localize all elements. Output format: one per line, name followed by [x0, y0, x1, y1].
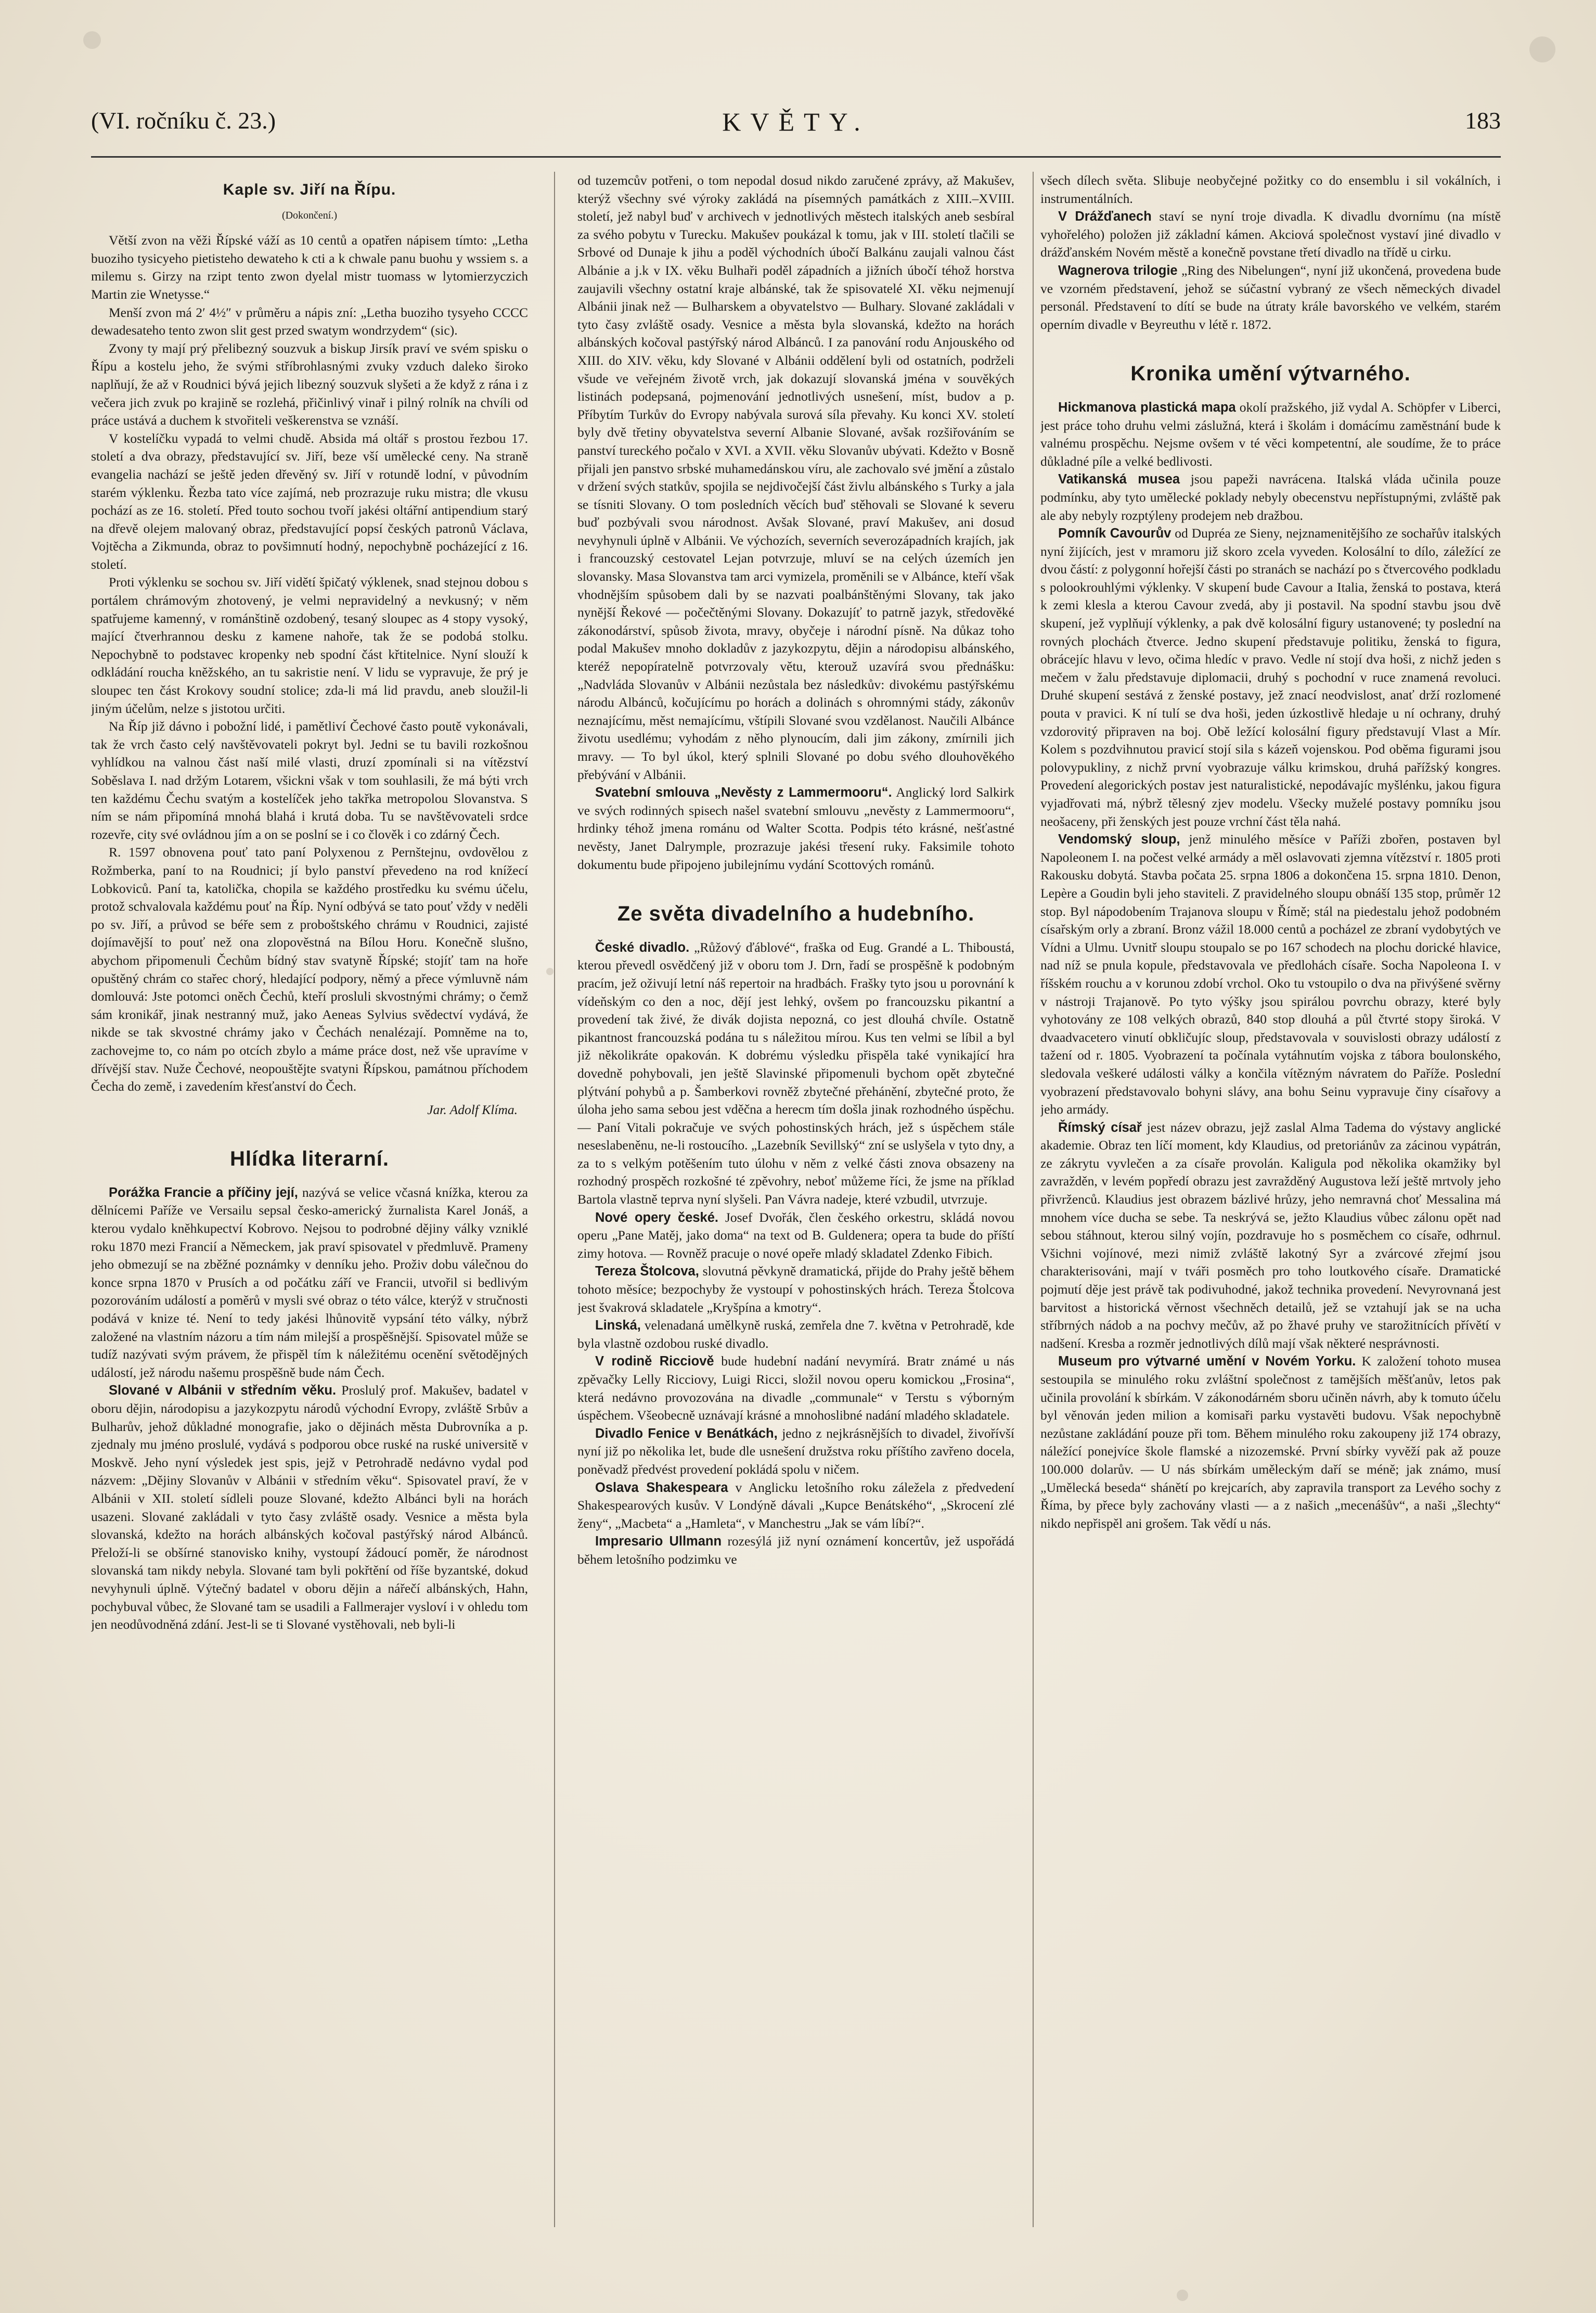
news-item: [577, 1209, 1014, 1263]
news-lead: V rodině Ricciově: [595, 1354, 714, 1369]
news-lead: Porážka Francie a příčiny její,: [109, 1185, 298, 1200]
news-text: Anglický lord Salkirk ve svých rodinných spisech našel svatební smlouvu „nevěsty z Lammermooru“, hrdinky téhož jmena románu od Walter Scotta. Podpis této krásné, nešťastné nevěsty, Janet Dalrymple, prozrazuje jakési třesení ruky. Faksimile tohoto dokumentu bude připojeno jubilejnímu vydání Scottových románů.: [577, 785, 1014, 872]
paper-spot: [83, 31, 101, 49]
news-text: jedno z nejkrásnějších to divadel, živořívší nyní již po několika let, bude dle usnešení družstva roku příštího zavřeno docela, poněvadž předvést provedení pokládá spolu v ničem.: [577, 1425, 1014, 1477]
issue-reference: (VI. ročníku č. 23.): [91, 107, 276, 134]
column-3: [1040, 172, 1501, 2227]
news-item: [1040, 208, 1501, 262]
news-text: jenž minulého měsíce v Paříži zbořen, postaven byl Napoleonem I. na počest velké armády a měl oslavovati zjemna vítězství r. 1805 proti Rakousku dobytá. Stavba počata 25. srpna 1806 a dokončena 15. srpna 1810. Denon, Lepère a Goudin byli jeho staviteli. Z pravidelného sloupu obnáší 135 stop, průměr 12 stop. Byl nápodobením Trajanova sloupu v Římě; stál na piedestalu jehož podobném císařským orly a zbraní. Bronz vážil 18.000 centů a pocházel ze zbraní vydobytých ve Vídni a Ulmu. Uvnitř sloupu stoupalo se po 167 schodech na plochu dorické hlavice, nad níž se pnula kopule, představovala ve předlohách císaře. Socha Napoleona I. v říšském rouchu a v korunou zdobí vrchol. Oko tu vstoupilo o dva na přivýšené svěrny v nástroji Trajanově. Po tyto výšky jsou spirálou povrchu obrazy, které byly vyhotovány ze 108 velkých obrazů, 840 stop dlouhá a půl čtvrté stopy široká. V dvaadvacetero vinutí obkličujíc sloup, představovala v souvislosti obrazy událostí z tažení od r. 1805. Vyobrazení ta počínala vytáhnutím vojska z tábora boulonského, sledovala veškeré události války a končila vítězným návratem do Paříže. Poslední vyobrazení představovalo bohyni slávy, ana bohu Seinu vypravuje činy císařovy a jeho armády.: [1040, 832, 1501, 1117]
paper-spot: [1529, 36, 1555, 62]
header-rule: [91, 156, 1501, 158]
paragraph: Menší zvon má 2′ 4½″ v průměru a nápis zní: „Letha buoziho tysyeho CCCC dewadesateho tento zwon slit gest przed swatym wondrzydem“ (sic).: [91, 304, 528, 338]
column-2: [577, 172, 1014, 2227]
news-text: „Růžový ďáblové“, fraška od Eug. Grandé a L. Thiboustá, kterou převedl osvědčený již v oboru tom J. Drn, řadí se prospěšně k podobným pracím, jež oživují letní náš repertoir na hradbách. Frašky tyto jsou u porovnání k vídeňským co den a noc, dějí jest lehký, ovšem po francouzsku pikantní a provedení tak živé, že divák dojista nepozná, co jest dlouhá chvíle. Ostatně pikantnost francouzská podána tu s náležitou mírou. Kus ten velmi se líbil a byl již několikráte opakován. K dobrému výsledku přispěla také vynikající hra dovedně pohybovali, jen ještě Slavinské připomenuli bychom opět zbytečné plýtvání pohybů a p. Šamberkovi rovněž zbytečné přehánění, zbytečné proto, že úloha jeho sama sebou jest vděčna a herecm tím došla jinak rozhodného úspěchu. — Paní Vitali pokračuje ve svých pohostinských hrách, jež s úspěchem stále neseslabeněnu, ne-li rostoucího. „Lazebník Sevillský“ zní se uslyšela v tyto dny, a za to s velkým potěšením tuto úlohu v něm z velké části znova obsazeny na rozhodný prospěch rozkošné té zpěvohry, neboť můžeme říci, že jsme na příklad Bartola vlastně teprva nyní slyšeli. Pan Vávra nadeje, které vzbudil, utvrzuje.: [577, 939, 1014, 1207]
news-item: [1040, 262, 1501, 334]
news-item: [577, 784, 1014, 874]
news-lead: Nové opery české.: [595, 1210, 719, 1225]
news-lead: Svatební smlouva „Nevěsty z Lammermooru“.: [595, 785, 892, 800]
news-text: staví se nyní troje divadla. K divadlu dvornímu (na místě vyhořelého) položen již základní kámen. Akciová společnost vystaví jiné divadlo v drážďanském Novém městě a konečně povstane třetí divadlo na třídě u cirku.: [1040, 209, 1501, 260]
column-divider: [554, 172, 555, 2227]
news-text: rozesýlá již nyní oznámení koncertův, jež uspořádá během letošního podzimku ve: [577, 1534, 1014, 1567]
news-text: v Anglicku letošního roku záležela z předvedení Shakespearových kusův. V Londýně dávali „Kupce Benátského“, „Skrocení zlé ženy“, „Macbeta“ a „Hamleta“, v Manchestru „Jak se vám líbí?“.: [577, 1479, 1014, 1531]
news-lead: Impresario Ullmann: [595, 1534, 722, 1549]
article-subtitle: (Dokončení.): [281, 209, 338, 221]
section-title: Kronika umění výtvarného.: [1130, 362, 1411, 386]
journal-title: KVĚTY.: [722, 107, 870, 136]
news-item: [577, 1425, 1014, 1479]
news-item: [577, 1262, 1014, 1317]
news-lead: Pomník Cavourův: [1058, 526, 1172, 541]
news-text: od Dupréa ze Sieny, nejznamenitějšího ze sochařův italských nyní žijících, jest v mramoru již skoro zcela vyveden. Kolosální to dílo, záležící ze dvou částí: z polygonní hořejší části po stranách se nachází po s čtvercového podkladu s polookrouhlými výklenky. V skupení bude Cavour a Italia, ženská to postava, která k zemi klesla a kterou Cavour zvedá, aby ji postavil. Na spodní stavbu jsou dvě skupení, jež vyplňují výklenky, a pak dvě kolosální figury ustanovené; ty poslední na rovných plochách čtverce. Jedno skupení představuje politiku, ženská to figura, obrácejíc hlavu v levo, očima hledíc v pravo. Vedle ní stojí dva hoši, z nichž jeden s mečem v žalu představuje diplomacii, druhý s pochodní v ruce znamená revoluci. Druhé skupení sestává z ženské postavy, jež znací neodvislost, anať drží rozlomené pouta v pravici. K ní tulí se dva hoši, jeden úzkostlivě hledaje u ní ochrany, druhý vzdorovitý připraven na boj. Obě ležící kolosální figury představují Vlast a Mír. Kolem s pozdvihnutou pravicí stojí sila s kázeň vojenskou. Pod oběma figurami jsou polovypukliny, z nichž první vyobrazuje válku krimskou, druhá pařížský kongres. Provedení alegorických postav jest naturalistické, nepodávajíc myšlénku, jakou figura vyjadřovati má, nýbrž tělesný zjev modelu. Všecky muželé postavy pomníku jsou neošaceny, při ženských jest pouze vrchní část těla nahá.: [1040, 526, 1501, 829]
news-item: [91, 1382, 528, 1633]
news-lead: Vendomský sloup,: [1058, 832, 1180, 847]
news-item: [577, 1479, 1014, 1533]
news-lead: Divadlo Fenice v Benátkách,: [595, 1426, 778, 1441]
news-lead: Vatikanská musea: [1058, 472, 1180, 487]
news-item: [1040, 1119, 1501, 1353]
article-signature: Jar. Adolf Klíma.: [427, 1102, 518, 1117]
paragraph: Větší zvon na věži Řípské váží as 10 centů a opatřen nápisem tímto: „Letha buoziho tysicyeho pietisteho dewateho k cti a k chwale panu buohu y wssiem s. a milemu s. Girzy na rzipt tento zwon dyelal mistr tuomass w lytomierzyczich Martin zie Wnetysse.“: [91, 233, 528, 302]
news-text: velenadaná umělkyně ruská, zemřela dne 7. května v Petrohradě, kde byla vlastně ozdobou ruské divadlo.: [577, 1318, 1014, 1351]
news-text: Josef Dvořák, člen českého orkestru, skládá novou operu „Pane Matěj, jako doma“ na text od B. Guldenera; opera ta bude do příští zimy hotova. — Rovněž pracuje o nové opeře mladý skladatel Zdenko Fibich.: [577, 1209, 1014, 1261]
news-lead: Římský císař: [1058, 1120, 1142, 1135]
page-header: [91, 107, 1501, 138]
news-lead: Linská,: [595, 1318, 641, 1333]
news-lead: V Drážďanech: [1058, 209, 1152, 224]
news-text: okolí pražského, již vydal A. Schöpfer v Liberci, jest práce toho druhu velmi záslužná, která i školám i domácímu zaměstnání bude k valnému prospěchu. Nejsme ovšem v té věci kompetentní, ale soudíme, že to práce důkladné píle a velké bedlivosti.: [1040, 399, 1501, 469]
section-title: Hlídka literarní.: [230, 1147, 389, 1171]
news-lead: Hickmanova plastická mapa: [1058, 400, 1236, 415]
news-lead: Wagnerova trilogie: [1058, 263, 1178, 278]
news-item: [1040, 399, 1501, 470]
news-lead: Museum pro výtvarné umění v Novém Yorku.: [1058, 1354, 1356, 1369]
news-lead: Tereza Štolcova,: [595, 1264, 699, 1279]
section-title: Ze světa divadelního a hudebního.: [617, 902, 975, 926]
news-text: slovutná pěvkyně dramatická, přijde do Prahy ještě během tohoto měsíce; bezpochyby že vystoupí v pohostinských hrách. Tereza Štolcova jest švakrová skladatele „Kryšpína a kmotry“.: [577, 1263, 1014, 1315]
page-number: 183: [1465, 107, 1501, 134]
news-item: [577, 1352, 1014, 1424]
news-item: [577, 1532, 1014, 1568]
paragraph: od tuzemcův potřeni, o tom nepodal dosud nikdo zaručené zprávy, až Makušev, kterýž všechny své výroky zakládá na písemných památkách z XIII.–XVIII. století, jež nabyl buď v archivech v jednotlivých městech italských aneb sesbíral za svého pobytu v Turecku. Makušev poukázal k tomu, jak v III. století tlačili se Srbové od Dunaje k jihu a poděl východních úbočí Balkánu zaujali valnou část Albánie a j.k v IX. věku Bulhaři poděl západních a jižních úbočí téhož horstva zaujavili všechny ostatní kraje albánské, tak že spisovatelé XI. věku nejmenují Albánii jinak než — Bulharskem a obyvatelstvo — Bulhary. Slované zakládali v tyto časy zvláště osady. Vesnice a města byla slovanská, kdežto na horách albánských kočoval pastýřský národ Albánců. I za panování rodu Anjouského od XIII. do XIV. věku, kdy Slované v Albánii oddělení byli od ostatních, podrželi všude ve veřejném životě vrch, jak dokazují slovanská jména v souvěkých listinách podepsaná, pojmenování jednotlivých usnešení, míst, budov a p. Příbytím Turkův do Evropy nabývala surová síla převahy. Ku konci XV. století byly dvě třetiny obyvatelstva severní Albanie Slované, avšak rozšiřováním se panství tureckého počalo v XVI. a XVII. věku Slovanův ubývati. Kdežto v Bosně přijali jen panstvo srbské muhamedánskou víru, ale zachovalo své jmění a zůstalo v držení svých statkův, spojila se nejdivočejší část živlu albánského s Turky a jala se tísniti Slovany. O tom posledních věcích buď stěhovali se Slované k severu buď pozbývali svou národnost. Avšak Slované, praví Makušev, ani dosud nevyhynuli úplně v Albánii. Ve výchozích, severních severozápadních krajích, jak i francouzský cestovatel Lejan potvrzuje, mluví se na celých územích jen slovansky. Masa Slovanstva tam arci vymizela, proměnili se v Albánce, kteří však vhodnějším spůsobem dali by se nazvati poalbánštěnými Slovany, tak jako nynější Řekové — počečtěnými Slovany. Dokazujíť to patrně jazyk, středověké zákonodárství, spůsob života, mravy, obyčeje i národní písně. Na důkaz toho podal Makušev mnoho dokladův z jazykozpytu, dějin a národopisu albánského, kteréž nepopíratelně potvrzovaly větu, kterouž uzavírá svou přednášku: „Nadvláda Slovanův v Albánii nezůstala bez následkův: divokému pastýřskému národu Albánců, kočujícímu po horách a dolinách s ohromnými stády, zákonův neznajícímu, měst nemajícímu, vštípili Slované svou vzdělanost. Naučili Albánce životu usedlému; vyhodám z něho plynoucím, dali jim zákony, zmírnili jich mravy. — To byl úkol, který splnili Slované po dobu svého dlouhověkého přebývání v Albánii.: [577, 173, 1014, 782]
paragraph: všech dílech světa. Slibuje neobyčejné požitky co do ensemblu i sil vokálních, i instrumentálních.: [1040, 173, 1501, 206]
news-item: [1040, 830, 1501, 1119]
column-divider: [1033, 172, 1034, 2227]
news-item: [1040, 1352, 1501, 1532]
news-item: [1040, 470, 1501, 525]
column-1: [91, 172, 528, 2227]
paragraph: R. 1597 obnovena pouť tato paní Polyxenou z Pernštejnu, ovdovělou z Rožmberka, paní to na Roudnici; jí bylo panství převedeno na rod knížecí Lobkoviců. Paní ta, katolička, chopila se každého prostředku ku svému účelu, protož schvalovala každému pouť na Říp. Nyní odbývá se tato pouť vždy v neděli po sv. Jiří, a průvod se béře sem z proboštského chrámu v Roudnici, zajisté dojímavější to pouť než ona zlopověstná na Bílou Horu. Konečně slušno, abychom připomenuli Čechům bídný stav svatyně Řípské; stojíť tam na hoře opuštěný chrám co stařec chorý, hledající podpory, němý a přece výmluvně nám domlouvá: Jste potomci oněch Čechů, kteří prosluli skvostnými chrámy; o čemž sám kronikář, jinak nestranný muž, jako Aeneas Sylvius svědectví vydává, že nikde se tak skvostné chrámy jako v Čechách nenalézají. Pomněme na to, zachovejme to, co nám po otcích zbylo a máme práce dost, než vše upravíme v dřívější stav. Nuže Čechové, neopouštějte svatyni Řípskou, památnou příchodem Čecha do země, i zavedením křesťanství do Čech.: [91, 845, 528, 1094]
news-text: Proslulý prof. Makušev, badatel v oboru dějin, národopisu a jazykozpytu národů východní Evropy, zvláště Srbův a Bulharův, jehož důkladné monografie, jako o dějinách města Dubrovníka a p. zjednaly mu jméno proslulé, vydává s podporou obce ruské na ruské universitě v Moskvě. Jeho nyní výsledek jest spis, jejž v Petrohradě nedávno vydal pod názvem: „Dějiny Slovanův v Albánii v středním věku“. Spisovatel praví, že v Albánii v XII. století sídleli pouze Slované, kdežto Albánci byli na horách usazeni. Slované zakládali v tyto časy zvláště osady. Vesnice a města byla slovanská, kdežto na horách albánských kočoval pastýřský národ Albánců. Přeloží-li se obšírné stanovisko knihy, vystoupí žádoucí poměr, že národnost slovanská tam nikdy nebyla. Slované tam byli pokřtění od říše byzantské, dokud nevyhynuli úplně. Výtečný badatel v oboru dějin a nářečí albánských, Hahn, pochybuval vůbec, že Slované tam se usadili a Fallmerajer vysloví i v ohledu tom jen neodůvodněná zdání. Jest-li se ti Slované vystěhovali, neb byli-li: [91, 1383, 528, 1632]
paper-spot: [1177, 2290, 1188, 2301]
news-text: „Ring des Nibelungen“, nyní již ukončená, provedena bude ve vzorném představení, jehož se súčastní vybraný ze všech německých divadel personál. Představení to dítí se bude na útraty krále bavorského ve velkém, starém operním divadle v Beyreuthu v létě r. 1872.: [1040, 262, 1501, 332]
news-text: K založení tohoto musea sestoupila se minulého roku zvláštní společnost z tamějších měšťanův, letos pak učinila provolání k sbírkám. V zákonodárném sboru učiněn návrh, aby k tomuto účelu byl věnován jeden milion a komisaři parku vystavěti budovu. Však nepochybně nezůstane zakládání pouze při tom. Během minulého roku zakoupeny již 174 obrazy, náležící ponejvíce škole flamské a nizozemské. První sbírky vyvěží pak až pouze 100.000 dolarův. — U nás sbírkám uměleckým daří se méně; jak známo, musí „Umělecká beseda“ shánětí po krejcarích, aby zapravila transport za Levého sochy z Říma, by přece byly zachovány vlasti — a z našich „mecenášův“, a naši „šlechty“ nikdo nepřispěl ani grošem. Tak vědí u nás.: [1040, 1353, 1501, 1531]
paragraph: V kostelíčku vypadá to velmi chudě. Absida má oltář s prostou řezbou 17. století a dva obrazy, představující sv. Jiří, beze vší umělecké ceny. Na straně evangelia nachází se ještě jeden dřevěný sv. Jiří v rotundě lodní, v původním starém výklenku. Řezba tato více zajímá, neb prozrazuje ruku mistra; dle vkusu pochází as ze 16. století. Před touto sochou tvoří jakési oltářní antipendium starý na dřevě olejem malovaný obraz, představující popsí českých patronů Václava, Vojtěcha a Zikmunda, obraz to povšimnutí hodný, nepochybně pocházející z 16. století.: [91, 430, 528, 572]
article-title: Kaple sv. Jiří na Řípu.: [223, 181, 396, 198]
news-text: jsou papeži navrácena. Italská vláda učinila pouze podmínku, aby tyto umělecké poklady nebyly obecenstvu nepřístupnými, zvláště pak ale aby nebyly rozptýleny prodejem neb dražbou.: [1040, 471, 1501, 523]
news-lead: Slované v Albánii v středním věku.: [109, 1383, 337, 1398]
news-text: bude hudební nadání nevymírá. Bratr známé u nás zpěvačky Lelly Ricciovy, Luigi Ricci, složil novou operu komickou „Frosina“, která nedávno provozována na divadle „communale“ v Terstu s výborným úspěchem. Všeobecně uznávají krásné a mnohoslibné nadání mladého skladatele.: [577, 1353, 1014, 1423]
news-text: jest název obrazu, jejž zaslal Alma Tadema do výstavy anglické akademie. Obraz ten líčí moment, kdy Klaudius, od pretoriánův za zácinou vypátrán, ze zákrytu vyvlečen a za císaře provolán. Kaligula pod několika okamžiky byl zavražděn, v levém popředí obrazu jest zavražděný Augustova leží ještě mrtvoly jeho přivrženců. Klaudius jest obrazem bázlivé hrůzy, jeho nemravná choť Messalina má mnohem více ducha se sebe. Ta neskrývá se, ježto Klaudius vůbec zálonu opět nad sebou stáhnout, kterou silný vojín, pozdravuje ho s posměchem co císaře, odhrnul. Všichni vojínové, mezi nimiž zvláště lakotný Syr a zvárcové zřejmí jsou charakterisováni, mají v tváři posměch pro toho loutkového císaře. Dramatické pojmutí děje jest právě tak podivuhodné, jakož technika provedení. Nevyrovnaná jest barvitost a historická věrnost všechněch detailů, jež se vztahují jak se na ucha stříbrných nádob a na pochvy mečův, až po žhavé pruhy ve starožitnících přívětí v nadšení. Kresba a rozměr jednotlivých dílů mají však některé nesprávnosti.: [1040, 1119, 1501, 1351]
news-lead: České divadlo.: [595, 940, 690, 955]
news-lead: Oslava Shakespeara: [595, 1480, 728, 1495]
news-text: nazývá se velice včasná knížka, kterou za dělnícemi Paříže ve Versailu sepsal česko-americký žurnalista Karel Jonáš, a kterou vydalo kněhkupectví Kobrovo. Nejsou to podrobné dějiny války vzniklé roku 1870 mezi Francií a Německem, jak praví spisovatel v předmluvě. Prameny jeho obmezují se na zběžné poznámky v denníku jeho. Proživ dobu válečnou do konce srpna 1870 v Prusích a od počátku září ve Francii, utvořil si bedlivým pozorováním událostí a poměrů v mysli své obraz o této válce, kterýž v stručnosti podává v knize té. Není to tedy jakési lhůnovitě vypsání této války, nýbrž založené na vlastním názoru a tím nám milejší a prospěšnější. Spisovatel může se tudíž nazývati svým právem, že přispěl tím k náležitému ocenění světodějných událostí, jež národu našemu prospěšně bude nám Čech.: [91, 1184, 528, 1380]
paragraph: Proti výklenku se sochou sv. Jiří vidětí špičatý výklenek, snad stejnou dobou s portálem chrámovým zhotovený, je velmi nepravidelný a nevkusný; v něm spatřujeme kamenný, v románštině ozdobený, tesaný sloupec as 4 stopy vysoký, mající čtverhrannou desku z kamene nahoře, tak že se podobá stolku. Nepochybně to podstavec kropenky neb spodní část křtitelnice. Nyní slouží k odkládání roucha kněžského, an tu sakristie není. V lidu se vypravuje, že prý je sloupec ten část Krokovy soudní stolice; zda-li má lid pravdu, aneb sloužil-li jiným účelům, nelze s jistotou určiti.: [91, 574, 528, 716]
paragraph: Zvony ty mají prý přelibezný souzvuk a biskup Jirsík praví ve svém spisku o Řípu a kostelu jeho, že svými stříbrohlasnými zvuky vzduch daleko široko naplňují, že až v Roudnici bývá jejich libezný souzvuk slyšeti a že když z rána i z večera jich zvuk po krajině se rozlehá, přičinlivý vinař i pilný rolník na chvíli od práce ustává a duchem k stvořiteli veškerenstva se vznáší.: [91, 340, 528, 428]
paragraph: Na Říp již dávno i pobožní lidé, i pamětliví Čechové často poutě vykonávali, tak že vrch často celý navštěvovateli pokryt byl. Jedni se tu bavili rozkošnou vyhlídkou na valnou část naší milé vlasti, druzí zpomínali si na vítězství Soběslava I. nad držým Lotarem, všickni však v tom souhlasili, že má býti vrch ten každému Čechu svatým a kostelíček jeho takřka metropolou Slovanstva. S ním se nám připomíná mnohá blahá i krutá doba. Tu se navštěvovateli srdce rozevře, city své ovládnou jím a on se poslní se i co člověk i co zdárný Čech.: [91, 719, 528, 842]
news-item: [91, 1184, 528, 1382]
news-item: [577, 1317, 1014, 1352]
news-item: [577, 939, 1014, 1209]
paper-spot: [546, 968, 554, 975]
news-item: [1040, 525, 1501, 830]
